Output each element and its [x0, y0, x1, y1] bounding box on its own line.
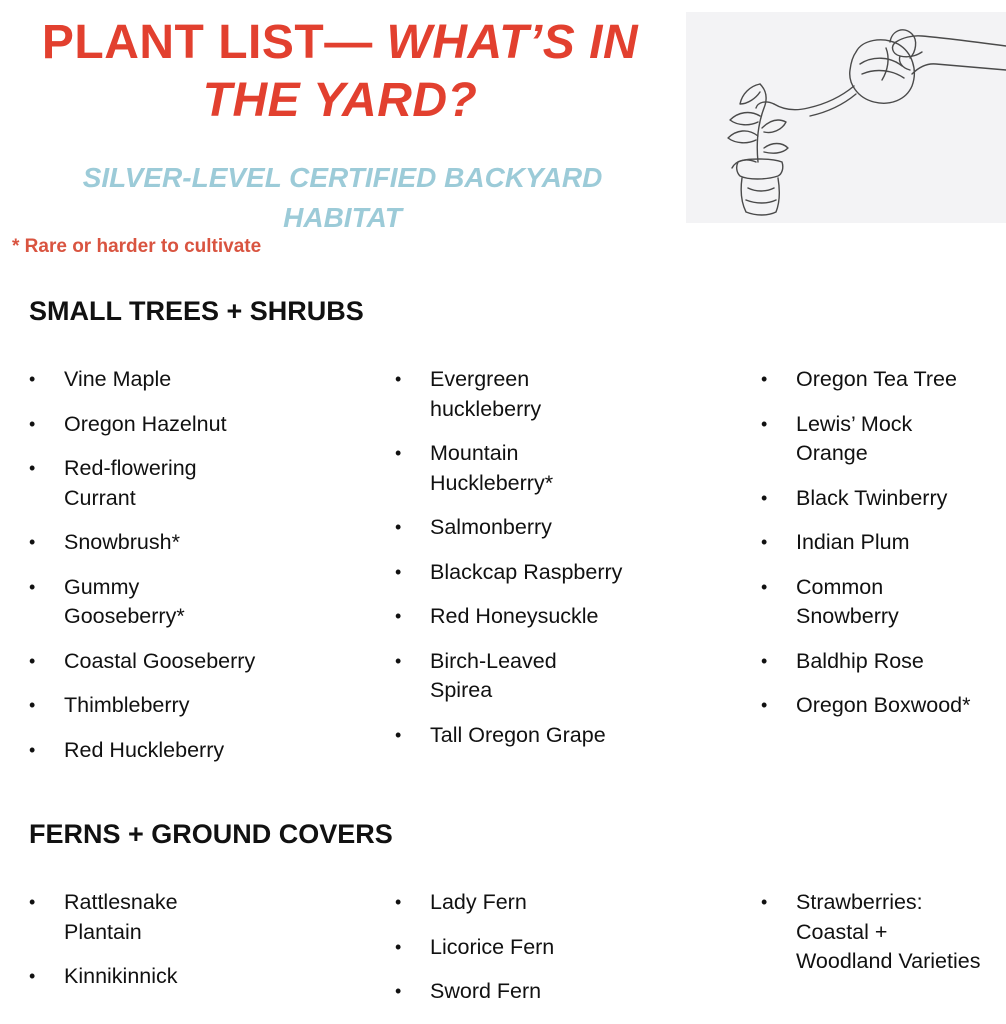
bullet-marker: • [29, 369, 36, 389]
shrub-list-item [761, 410, 1006, 469]
bullet-marker: • [395, 981, 402, 1001]
shrub-list-item [395, 558, 725, 588]
section-heading-ferns-ground-covers: FERNS + GROUND COVERS [29, 819, 393, 849]
shrub-list-item [761, 528, 1006, 558]
bullet-marker: • [395, 606, 402, 626]
bullet-marker: • [395, 517, 402, 537]
shrub-list-item [395, 647, 725, 706]
rare-note: * Rare or harder to cultivate [12, 236, 262, 257]
bullet-marker: • [395, 892, 402, 912]
bullet-marker: • [761, 892, 768, 912]
ferns-column-3 [761, 888, 1006, 992]
plant-name: Lady Fern [430, 890, 527, 914]
shrubs-column-3 [761, 365, 1006, 736]
plant-name: Gummy [64, 574, 140, 599]
title-line-2: THE YARD? [202, 74, 478, 127]
ferns-column-1 [29, 888, 359, 1007]
plant-name: Strawberries: [796, 890, 923, 914]
plant-name: Lewis’ Mock [796, 411, 913, 436]
plant-name: Currant [64, 485, 136, 510]
bullet-marker: • [395, 936, 402, 957]
shrub-list-item [395, 439, 725, 498]
fern-list-item [395, 933, 725, 963]
shrub-list-item [29, 410, 359, 440]
shrub-list-item [395, 721, 725, 751]
bullet-marker: • [761, 413, 768, 434]
bullet-marker: • [395, 650, 402, 671]
title-part-1: PLANT LIST— [41, 16, 387, 69]
fern-list-item [395, 977, 725, 1007]
ferns-column-2 [395, 888, 725, 1022]
plant-name: Licorice Fern [430, 934, 555, 959]
plant-name: Oregon Tea Tree [796, 367, 957, 391]
shrub-list-item [761, 691, 1006, 721]
subtitle-line-2: HABITAT [283, 202, 402, 233]
plant-name: Coastal + [796, 919, 888, 944]
bullet-marker: • [761, 650, 768, 671]
plant-name: Thimbleberry [64, 693, 190, 717]
shrub-list-item [29, 365, 359, 395]
plant-name: Huckleberry* [430, 470, 554, 495]
plant-name: Snowbrush* [64, 530, 180, 554]
shrub-list-item [29, 691, 359, 721]
plant-name: Red Huckleberry [64, 737, 225, 762]
fern-list-item [29, 888, 359, 947]
shrub-list-item [761, 365, 1006, 395]
shrubs-column-1 [29, 365, 359, 780]
title-part-2: WHAT’S IN [386, 16, 639, 69]
bullet-marker: • [29, 413, 36, 434]
section-heading-small-trees-shrubs: SMALL TREES + SHRUBS [29, 296, 364, 326]
fern-list-item [761, 888, 1006, 977]
plant-name: Coastal Gooseberry [64, 648, 256, 673]
bullet-marker: • [29, 966, 36, 986]
shrub-list-item [29, 647, 359, 677]
plant-name: Blackcap Raspberry [430, 559, 623, 584]
plant-name: Vine Maple [64, 367, 172, 391]
plant-name: Sword Fern [430, 979, 542, 1003]
plant-name: Orange [796, 441, 868, 465]
shrub-list-item [395, 365, 725, 424]
bullet-marker: • [29, 892, 36, 912]
bullet-marker: • [761, 487, 768, 508]
plant-name: Black Twinberry [796, 485, 948, 510]
watering-can-plant-line-drawing-icon [686, 12, 1006, 223]
bullet-marker: • [29, 532, 36, 552]
shrub-list-item [29, 736, 359, 766]
plant-name: Indian Plum [796, 530, 910, 554]
fern-list-item [29, 962, 359, 992]
shrub-list-item [395, 513, 725, 543]
plant-name: Plantain [64, 919, 142, 944]
shrub-list-item [29, 454, 359, 513]
plant-name: Baldhip Rose [796, 648, 924, 673]
shrub-list-item [395, 602, 725, 632]
bullet-marker: • [761, 576, 768, 597]
bullet-marker: • [395, 369, 402, 389]
plant-name: Tall Oregon Grape [430, 722, 606, 747]
plant-name: Salmonberry [430, 515, 552, 539]
plant-name: Oregon Hazelnut [64, 411, 227, 436]
bullet-marker: • [761, 695, 768, 715]
bullet-marker: • [761, 369, 768, 389]
page-title [0, 14, 680, 130]
bullet-marker: • [29, 695, 36, 715]
plant-name: Red-flowering [64, 456, 197, 480]
plant-name: Snowberry [796, 604, 899, 628]
shrub-list-item [761, 484, 1006, 514]
plant-name: Red Honeysuckle [430, 604, 599, 628]
plant-name: huckleberry [430, 396, 542, 421]
bullet-marker: • [29, 458, 36, 478]
bullet-marker: • [29, 650, 36, 671]
subtitle-line-1: SILVER-LEVEL CERTIFIED BACKYARD [82, 162, 603, 193]
plant-name: Woodland Varieties [796, 949, 981, 973]
plant-name: Oregon Boxwood* [796, 693, 971, 717]
fern-list-item [395, 888, 725, 918]
plant-name: Evergreen [430, 367, 530, 391]
bullet-marker: • [761, 532, 768, 552]
shrub-list-item [29, 528, 359, 558]
shrub-list-item [29, 573, 359, 632]
page-subtitle [50, 158, 635, 238]
bullet-marker: • [29, 576, 36, 597]
shrubs-column-2 [395, 365, 725, 765]
plant-name: Mountain [430, 441, 519, 465]
plant-name: Rattlesnake [64, 890, 178, 914]
shrub-list-item [761, 647, 1006, 677]
plant-name: Gooseberry* [64, 604, 185, 628]
bullet-marker: • [395, 561, 402, 582]
bullet-marker: • [29, 739, 36, 760]
bullet-marker: • [395, 443, 402, 463]
plant-name: Kinnikinnick [64, 964, 178, 988]
shrub-list-item [761, 573, 1006, 632]
plant-name: Birch-Leaved [430, 648, 557, 673]
bullet-marker: • [395, 724, 402, 745]
plant-name: Spirea [430, 678, 493, 702]
plant-name: Common [796, 574, 884, 599]
